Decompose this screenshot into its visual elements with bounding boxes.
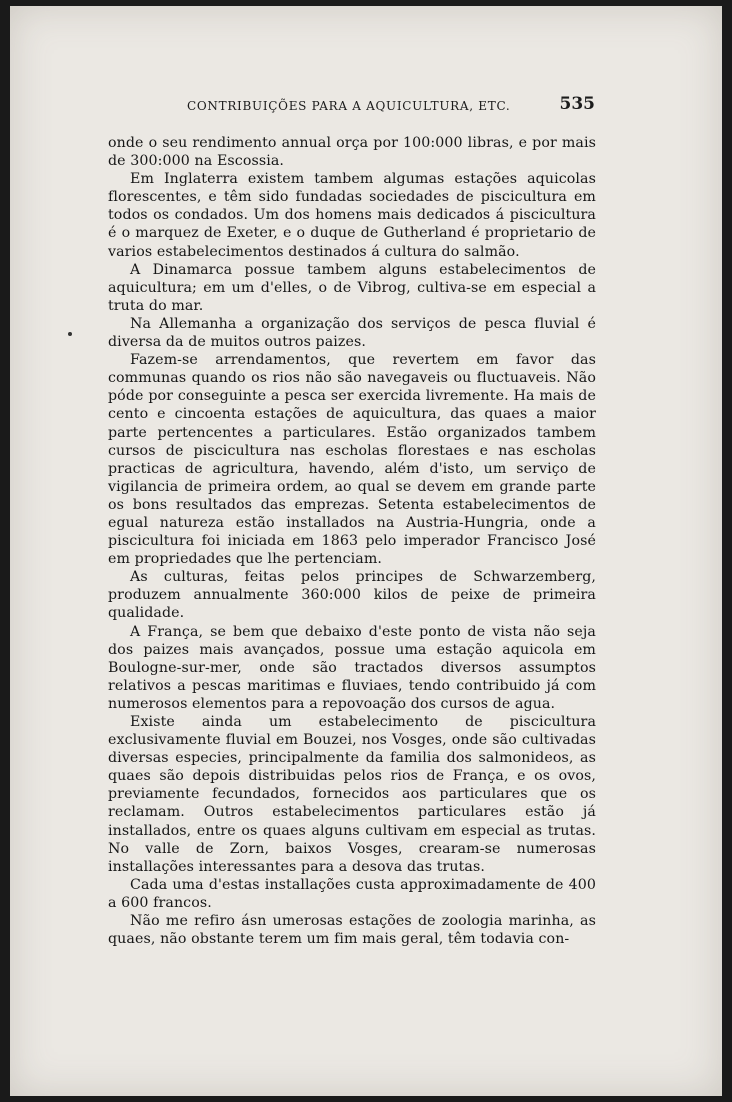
book-page bbox=[10, 6, 722, 1096]
body-text bbox=[108, 134, 596, 948]
running-title: CONTRIBUIÇÕES PARA A AQUICULTURA, ETC. bbox=[187, 99, 511, 113]
paragraph-8: Existe ainda um estabelecimento de piscicultura exclusivamente fluvial em Bouzei, nos Vosges, onde são cultivadas diversas especies, principalmente da familia dos salmonideos, as quaes são depois distribuidas pelos rios de França, e os ovos, previamente fecundados, fornecidos aos particulares que os reclamam. Outros estabelecimentos particulares estão já installados, entre os quaes alguns cultivam em especial as trutas. No valle de Zorn, baixos Vosges, crearam-se numerosas installações interessantes para a desova das trutas. bbox=[108, 714, 596, 875]
paragraph-10: Não me refiro ásn umerosas estações de zoologia marinha, as quaes, não obstante terem um fim mais geral, têm todavia con- bbox=[108, 913, 596, 948]
paragraph-9: Cada uma d'estas installações custa approximadamente de 400 a 600 francos. bbox=[108, 876, 596, 911]
paragraph-6: As culturas, feitas pelos principes de Schwarzemberg, produzem annualmente 360:000 kilos de peixe de primeira qualidade. bbox=[108, 569, 596, 622]
paragraph-7: A França, se bem que debaixo d'este ponto de vista não seja dos paizes mais avançados, possue uma estação aquicola em Boulogne-sur-mer, onde são tractados diversos assumptos relativos a pescas maritimas e fluviaes, tendo contribuido já com numerosos elementos para a repovoação dos cursos de agua. bbox=[108, 623, 596, 712]
paragraph-2: Em Inglaterra existem tambem algumas estações aquicolas florescentes, e têm sido fundadas sociedades de piscicultura em todos os condados. Um dos homens mais dedicados á piscicultura é o marquez de Exeter, e o duque de Gutherland é proprietario de varios estabelecimentos destinados á cultura do salmão. bbox=[108, 171, 596, 260]
paragraph-3: A Dinamarca possue tambem alguns estabelecimentos de aquicultura; em um d'elles, o de Vibrog, cultiva-se em especial a truta do mar. bbox=[108, 261, 596, 314]
page-number: 535 bbox=[559, 94, 595, 114]
paragraph-5: Fazem-se arrendamentos, que revertem em favor das communas quando os rios não são navegaveis ou fluctuaveis. Não póde por conseguinte a pesca ser exercida livremente. Ha mais de cento e cincoenta estações de aquicultura, das quaes a maior parte pertencentes a particulares. Estão organizados tambem cursos de piscicultura nas escholas florestaes e nas escholas practicas de agricultura, havendo, além d'isto, um serviço de vigilancia de primeira ordem, ao qual se devem em grande parte os bons resultados das emprezas. Setenta estabelecimentos de egual natureza estão installados na Austria-Hungria, onde a piscicultura foi iniciada em 1863 pelo imperador Francisco José em propriedades que lhe pertenciam. bbox=[108, 352, 596, 568]
margin-dot bbox=[68, 332, 72, 336]
paragraph-4: Na Allemanha a organização dos serviços de pesca fluvial é diversa da de muitos outros paizes. bbox=[108, 315, 596, 351]
paragraph-1: onde o seu rendimento annual orça por 100:000 libras, e por mais de 300:000 na Escossia. bbox=[108, 135, 596, 170]
running-header bbox=[105, 94, 595, 118]
